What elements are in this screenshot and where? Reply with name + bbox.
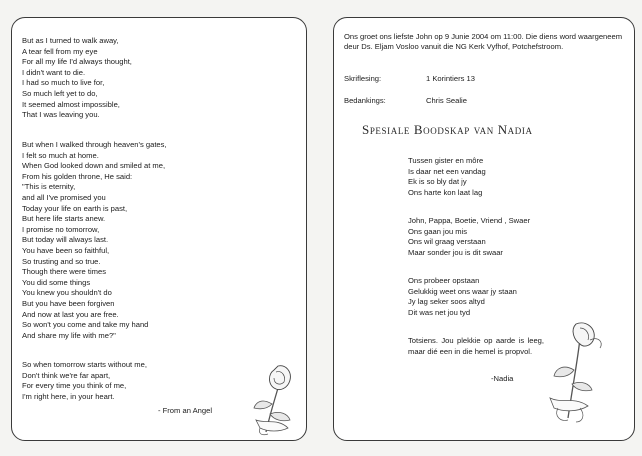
service-page bbox=[333, 17, 635, 441]
verse-line: John, Pappa, Boetie, Vriend , Swaer bbox=[408, 216, 531, 225]
poem-line: It seemed almost impossible, bbox=[22, 99, 120, 109]
poem-line: Today your life on earth is past, bbox=[22, 203, 128, 213]
lily-illustration-icon bbox=[540, 318, 612, 428]
verse-line: Ons wil graag verstaan bbox=[408, 237, 486, 247]
scripture-reading-label: Skriflesing: bbox=[344, 74, 382, 83]
thanks-label: Bedankings: bbox=[344, 96, 386, 105]
poem-line: You have been so faithful, bbox=[22, 245, 110, 255]
poem-line: And now at last you are free. bbox=[22, 309, 119, 319]
poem-line: "This is eternity, bbox=[22, 182, 76, 192]
poem-stanza bbox=[22, 36, 132, 121]
poem-line: Don't think we're far apart, bbox=[22, 370, 111, 380]
thanks-row bbox=[344, 96, 467, 105]
poem-line: For all my life I'd always thought, bbox=[22, 57, 132, 67]
verse-line: Maar sonder jou is dit swaar bbox=[408, 247, 503, 257]
poem-line: I'm right here, in your heart. bbox=[22, 391, 115, 401]
poem-page bbox=[11, 17, 307, 441]
verse-line: Gelukkig weet ons waar jy staan bbox=[408, 286, 517, 296]
poem-line: So won't you come and take my hand bbox=[22, 320, 149, 330]
poem-line: That I was leaving you. bbox=[22, 110, 100, 120]
poem-line: So much left yet to do, bbox=[22, 88, 98, 98]
message-verse bbox=[408, 276, 517, 318]
poem-line: I didn't want to die. bbox=[22, 67, 86, 77]
poem-line: A tear fell from my eye bbox=[22, 46, 98, 56]
verse-line: Jy lag seker soos altyd bbox=[408, 297, 485, 307]
poem-line: You did some things bbox=[22, 277, 91, 287]
poem-line: So trusting and so true. bbox=[22, 256, 101, 266]
thanks-value: Chris Sealie bbox=[426, 96, 467, 105]
poem-line: But you have been forgiven bbox=[22, 298, 115, 308]
verse-line: Ons probeer opstaan bbox=[408, 276, 480, 285]
poem-line: So when tomorrow starts without me, bbox=[22, 360, 147, 369]
verse-line: Ons harte kon laat lag bbox=[408, 187, 483, 197]
poem-stanza bbox=[22, 360, 147, 402]
poem-line: I promise no tomorrow, bbox=[22, 224, 100, 234]
poem-line: But when I walked through heaven's gates, bbox=[22, 140, 167, 149]
poem-attribution: - From an Angel bbox=[158, 406, 213, 415]
scripture-reading-value: 1 Korintiers 13 bbox=[426, 74, 475, 83]
message-verse bbox=[408, 156, 486, 198]
poem-line: I had so much to live for, bbox=[22, 78, 105, 88]
message-verse bbox=[408, 216, 530, 258]
message-title: Spesiale Boodskap van Nadia bbox=[362, 122, 533, 137]
poem-line: But here life starts anew. bbox=[22, 214, 106, 224]
poem-line: You knew you shouldn't do bbox=[22, 288, 112, 298]
poem-stanza bbox=[22, 140, 167, 341]
verse-line: Dit was net jou tyd bbox=[408, 307, 471, 317]
closing-signature: -Nadia bbox=[491, 374, 514, 383]
poem-line: But as I turned to walk away, bbox=[22, 36, 119, 45]
poem-line: But today will always last. bbox=[22, 235, 109, 245]
poem-line: For every time you think of me, bbox=[22, 381, 127, 391]
poem-line: and all I've promised you bbox=[22, 192, 106, 202]
poem-line: When God looked down and smiled at me, bbox=[22, 161, 166, 171]
verse-line: Tussen gister en môre bbox=[408, 156, 484, 165]
service-intro: Ons groet ons liefste John op 9 Junie 2004 om 11:00. Die diens word waargeneem deur Ds. Eljam Vosloo vanuit die NG Kerk Vyfhof, Potchefstroom. bbox=[344, 32, 623, 52]
poem-line: I felt so much at home. bbox=[22, 150, 99, 160]
verse-line: Ons gaan jou mis bbox=[408, 226, 468, 236]
poem-line: From his golden throne, He said: bbox=[22, 171, 133, 181]
verse-line: Ek is so bly dat jy bbox=[408, 177, 467, 187]
poem-line: Though there were times bbox=[22, 267, 106, 277]
poem-line: And share my life with me?" bbox=[22, 330, 116, 340]
rose-illustration-icon bbox=[248, 358, 302, 438]
closing-message: Totsiens. Jou plekkie op aarde is leeg, maar dié een in die hemel is propvol. bbox=[408, 336, 544, 356]
verse-line: Is daar net een vandag bbox=[408, 166, 486, 176]
scripture-reading-row bbox=[344, 74, 475, 83]
